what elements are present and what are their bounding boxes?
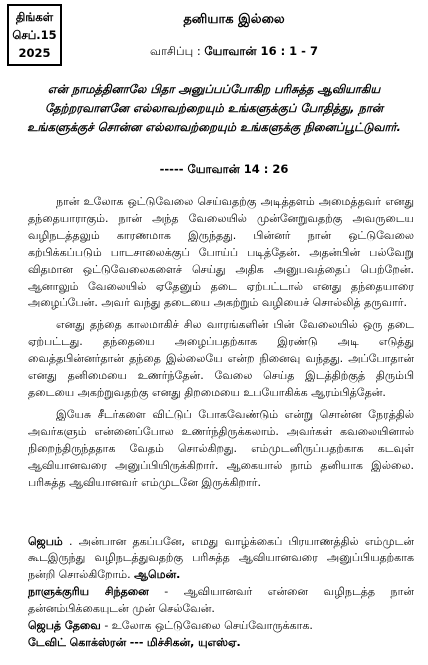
prayer-label: ஜெபம் bbox=[28, 535, 63, 548]
prayer-need bbox=[28, 618, 414, 634]
author-place: மிச்சிகன், யுஎஸ்ஏ. bbox=[146, 636, 241, 650]
date-day: திங்கள் bbox=[15, 10, 54, 24]
thought-label: நாளுக்குரிய சிந்தனை bbox=[28, 585, 149, 599]
devotional-body bbox=[28, 194, 414, 496]
paragraph-2: எனது தந்தை காலமாகிச் சில வாரங்களின் பின் வேலையில் ஒரு தடை ஏற்பட்டது. தந்தையை அழைப்பதற்காக இரண்டு அடி எடுத்து வைத்தபின்னர்தான் தந்தை இல்லையே என்ற நினைவு வந்தது. அப்போதான் எனது தனிமையை உணர்ந்தேன். வேலை செய்த இடத்திற்குத் திரும்பி தடையை அகற்றுவதற்கு எனது திறமையை உபயோகிக்க ஆரம்பித்தேன். bbox=[28, 318, 414, 399]
closing-section bbox=[28, 534, 414, 653]
verse-reference bbox=[0, 162, 428, 178]
thought-for-day bbox=[28, 584, 414, 617]
thought-text: - ஆவியானவர் என்னை வழிநடத்த நான் தன்னம்பிக்கையுடன் முன் செல்வேன். bbox=[28, 585, 414, 615]
reading-line bbox=[0, 44, 428, 60]
author-name: டேவிட் கொக்ஸ்ரன் bbox=[28, 636, 127, 650]
paragraph-3: இயேசு சீடர்களை விட்டுப் போகவேண்டும் என்று சொன்ன நேரத்தில் அவர்களும் என்னைப்போல உணர்ந்திருக்கலாம். அவர்கள் கவலையினால் நிறைந்திருந்ததாக வேதம் சொல்கிறது. எம்முடனிருப்பதற்காக கடவுள் ஆவியானவரை அனுப்பியிருக்கிறார். ஆகையால் நாம் தனியாக இல்லை. பரிசுத்த ஆவியானவர் எம்முடனே இருக்கிறார். bbox=[28, 407, 414, 489]
prayer-amen: ஆமென். bbox=[134, 567, 181, 581]
page-title: தனியாக இல்லை bbox=[183, 12, 285, 27]
prayer bbox=[28, 534, 414, 583]
need-text: - உலோக ஒட்டுவேலை செய்வோருக்காக. bbox=[104, 619, 313, 633]
date-year: 2025 bbox=[18, 46, 51, 60]
reading-label: வாசிப்பு : bbox=[150, 44, 201, 58]
verse-ref-dash: ----- bbox=[159, 162, 184, 176]
author-separator: --- bbox=[129, 636, 144, 650]
author-line bbox=[28, 635, 414, 651]
paragraph-1: நான் உலோக ஒட்டுவேலை செய்வதற்கு அடித்தளம் அமைத்தவர் எனது தந்தையாராகும். நான் அந்த வேலையில் முன்னேறுவதற்கு அவருடைய வழிநடத்தலும் காரணமாக இருந்தது. பின்னர் நான் ஒட்டுவேலை கற்பிக்கப்படும் பாடசாலைக்குப் போய்ப் படித்தேன். அதன்பின் பல்வேறு விதமான ஒட்டுவேலைகளைச் செய்து அதிக அனுபவத்தைப் பெற்றேன். ஆனாலும் வேலையில் ஏதேனும் தடை ஏற்பட்டால் எனது தந்தையாரை அழைப்பேன். அவர் வந்து தடையை அகற்றும் வழியைச் சொல்லித் தருவார். bbox=[28, 195, 414, 310]
date-date: செப்.15 bbox=[12, 28, 57, 42]
prayer-text: . அன்பான தகப்பனே, எமது வாழ்க்கைப் பிரயாணத்தில் எம்முடன் கூடஇருந்து வழிநடத்துவதற்கு பரிசுத்த ஆவியானவரை அனுப்பியதற்காக நன்றி சொல்கிறோம். bbox=[28, 535, 414, 581]
key-verse: என் நாமத்தினாலே பிதா அனுப்பப்போகிற பரிசுத்த ஆவியாகிய தேற்றரவாளனே எல்லாவற்றையும் உங்களுக்குப் போதித்து, நான் உங்களுக்குச் சொன்ன எல்லாவற்றையும் உங்களுக்கு நினைப்பூட்டுவார். bbox=[27, 82, 401, 134]
verse-ref-text: யோவான் 14 : 26 bbox=[187, 162, 289, 176]
reading-ref: யோவான் 16 : 1 - 7 bbox=[204, 44, 318, 58]
need-label: ஜெபத் தேவை bbox=[28, 619, 101, 633]
